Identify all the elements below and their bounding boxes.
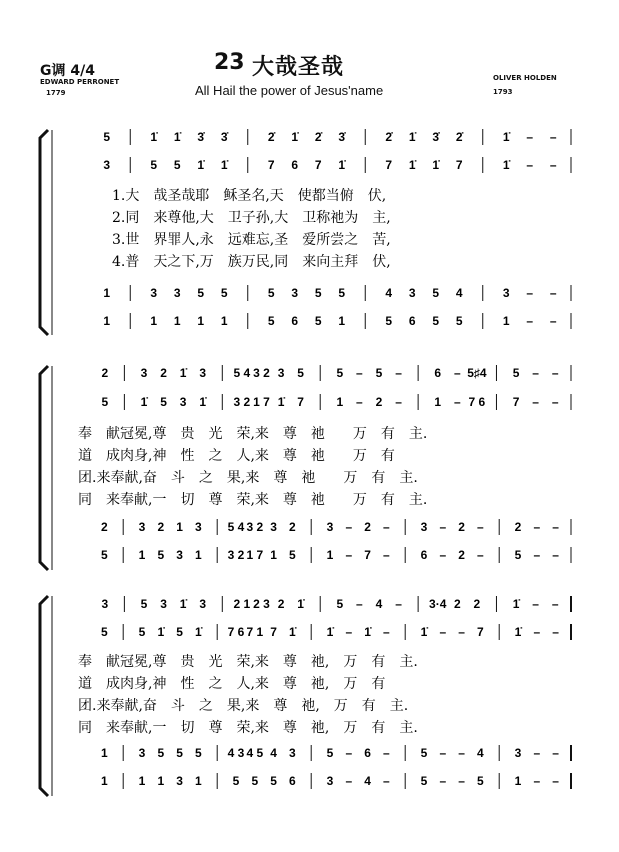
note: 1 bbox=[101, 746, 108, 760]
note: 1̇ bbox=[502, 158, 510, 172]
note: 5 bbox=[314, 286, 322, 300]
note: 7 6 bbox=[468, 395, 486, 409]
note: 2 bbox=[453, 597, 461, 611]
note: 5 bbox=[197, 286, 205, 300]
note: 1̇ bbox=[197, 158, 205, 172]
note: 7 6 bbox=[227, 625, 245, 639]
note: 3 bbox=[140, 366, 148, 380]
note: 3 bbox=[179, 395, 187, 409]
note: – bbox=[552, 746, 559, 760]
lyric-line: 团.来奉献,奋 斗 之 果,来 尊 祂, 万 有 主. bbox=[78, 698, 409, 714]
note: 1 bbox=[173, 314, 181, 328]
note: – bbox=[345, 548, 353, 562]
note: 1̇ bbox=[502, 130, 510, 144]
note: – bbox=[552, 548, 559, 562]
hymn-subtitle: All Hail the power of Jesus'name bbox=[195, 83, 384, 98]
note: – bbox=[526, 130, 534, 144]
lyricist-name: EDWARD PERRONET bbox=[40, 78, 120, 86]
note: 3 2 bbox=[253, 366, 270, 380]
note: 5 bbox=[289, 548, 296, 562]
note: 1 bbox=[138, 548, 146, 562]
note: 2 bbox=[514, 520, 522, 534]
note: 2 bbox=[458, 520, 465, 534]
note: 1 bbox=[103, 314, 111, 328]
note: 1̇ bbox=[291, 130, 299, 144]
note: 1 bbox=[434, 395, 442, 409]
note: 3 bbox=[270, 520, 277, 534]
note: 3 bbox=[101, 597, 109, 611]
note: 5 bbox=[101, 625, 108, 639]
note: – bbox=[477, 548, 484, 562]
note: 5 bbox=[336, 597, 344, 611]
lyric-line: 道 成肉身,神 性 之 人,来 尊 祂 万 有 bbox=[78, 448, 395, 464]
note: 2̇ bbox=[385, 130, 393, 144]
note: 5 bbox=[512, 366, 520, 380]
note: – bbox=[345, 625, 353, 639]
note: 1̇ bbox=[277, 395, 285, 409]
note: 5 bbox=[314, 314, 322, 328]
note: – bbox=[532, 597, 539, 611]
note: – bbox=[533, 746, 541, 760]
note: – bbox=[395, 395, 402, 409]
note: 5 bbox=[432, 286, 440, 300]
note: – bbox=[549, 158, 557, 172]
note: 1̇ bbox=[157, 625, 165, 639]
note: 7 bbox=[267, 158, 275, 172]
note: 1̇ bbox=[179, 366, 187, 380]
note: 3 2 bbox=[227, 548, 245, 562]
note: 1̇ bbox=[220, 158, 228, 172]
note: 3 bbox=[277, 366, 285, 380]
note: 6 bbox=[291, 158, 299, 172]
note: 3 bbox=[176, 548, 183, 562]
note: 5 bbox=[103, 130, 111, 144]
note: 6 bbox=[364, 746, 371, 760]
note: – bbox=[356, 366, 363, 380]
note: 4 3 bbox=[227, 746, 245, 760]
note: 2 bbox=[101, 366, 109, 380]
note: – bbox=[552, 774, 559, 788]
note: 2̇ bbox=[267, 130, 275, 144]
note: 5 bbox=[173, 158, 181, 172]
note: – bbox=[458, 746, 465, 760]
note: 3 bbox=[150, 286, 158, 300]
note: 5 bbox=[326, 746, 334, 760]
note: 7 bbox=[314, 158, 322, 172]
note: – bbox=[453, 366, 461, 380]
note: 5 bbox=[338, 286, 346, 300]
note: 5 bbox=[195, 746, 202, 760]
note: 3̇ bbox=[338, 130, 346, 144]
note: 5 bbox=[336, 366, 344, 380]
note: 3·4 bbox=[429, 597, 447, 611]
note: 3 bbox=[195, 520, 202, 534]
note: – bbox=[552, 625, 559, 639]
note: – bbox=[395, 366, 402, 380]
note: 7 bbox=[512, 395, 520, 409]
note: 1 bbox=[150, 314, 158, 328]
note: 1 bbox=[195, 548, 202, 562]
note: 3 bbox=[326, 520, 334, 534]
note: 1 7 bbox=[253, 395, 270, 409]
note: 2 bbox=[289, 520, 296, 534]
note: – bbox=[458, 625, 465, 639]
note: 3̇ bbox=[197, 130, 205, 144]
note: 2 1 bbox=[233, 597, 251, 611]
note: – bbox=[477, 520, 484, 534]
lyricist-year: 1779 bbox=[46, 89, 66, 97]
note: 1 bbox=[326, 548, 334, 562]
note: – bbox=[383, 520, 390, 534]
note: 5 bbox=[232, 774, 240, 788]
lyric-line: 奉 献冠冕,尊 贵 光 荣,来 尊 祂 万 有 主. bbox=[78, 426, 428, 442]
note: 2̇ bbox=[314, 130, 322, 144]
note: – bbox=[383, 548, 390, 562]
note: – bbox=[383, 774, 390, 788]
note: 5 4 bbox=[227, 520, 245, 534]
note: 5 bbox=[220, 286, 228, 300]
note: 3 bbox=[173, 286, 181, 300]
note: 5 bbox=[420, 746, 428, 760]
note: – bbox=[532, 395, 539, 409]
lyric-line: 奉 献冠冕,尊 贵 光 荣,来 尊 祂, 万 有 主. bbox=[78, 654, 418, 670]
note: 4 5 bbox=[246, 746, 264, 760]
lyric-line: 同 来奉献,一 切 尊 荣,来 尊 祂, 万 有 主. bbox=[78, 720, 418, 736]
note: – bbox=[551, 597, 559, 611]
note: 3 2 bbox=[233, 395, 251, 409]
note: 4 bbox=[375, 597, 383, 611]
note: – bbox=[549, 314, 557, 328]
note: 6 bbox=[434, 366, 442, 380]
note: 1̇ bbox=[199, 395, 207, 409]
note: 3̇ bbox=[220, 130, 228, 144]
note: 1̇ bbox=[364, 625, 371, 639]
note: 1̇ bbox=[432, 158, 440, 172]
system-brace bbox=[40, 366, 48, 570]
note: 2 bbox=[277, 597, 285, 611]
note: 6 bbox=[408, 314, 416, 328]
note: 5 bbox=[140, 597, 148, 611]
note: – bbox=[439, 625, 447, 639]
note: 1̇ bbox=[173, 130, 181, 144]
note: 7 bbox=[270, 625, 277, 639]
note: 3 bbox=[502, 286, 510, 300]
note: 5 bbox=[270, 774, 277, 788]
note: 1 bbox=[157, 774, 165, 788]
note: 3 bbox=[408, 286, 416, 300]
note: 2 bbox=[473, 597, 481, 611]
note: 1 bbox=[101, 774, 108, 788]
note: 2 3 bbox=[253, 597, 270, 611]
note: 1 bbox=[270, 548, 277, 562]
note: 3 bbox=[199, 366, 207, 380]
note: 7 1 bbox=[246, 625, 264, 639]
note: 5♯4 bbox=[467, 366, 487, 380]
note: 7 bbox=[455, 158, 463, 172]
note: 2 bbox=[160, 366, 167, 380]
note: 2 bbox=[364, 520, 371, 534]
note: 1̇ bbox=[408, 130, 416, 144]
composer-name: OLIVER HOLDEN bbox=[493, 74, 557, 82]
note: 1 bbox=[197, 314, 205, 328]
note: – bbox=[526, 314, 534, 328]
note: 3 2 bbox=[246, 520, 264, 534]
note: 5 bbox=[176, 625, 183, 639]
note: 5 bbox=[267, 314, 275, 328]
note: 4 bbox=[455, 286, 463, 300]
note: 5 4 bbox=[233, 366, 251, 380]
note: 2 bbox=[375, 395, 383, 409]
note: – bbox=[532, 366, 539, 380]
note: – bbox=[439, 548, 447, 562]
note: – bbox=[533, 548, 541, 562]
note: 6 bbox=[291, 314, 299, 328]
note: 1 7 bbox=[246, 548, 264, 562]
note: – bbox=[439, 774, 447, 788]
note: – bbox=[345, 774, 353, 788]
note: 6 bbox=[289, 774, 296, 788]
note: 3 bbox=[420, 520, 428, 534]
lyric-line: 2.同 来尊他,大 卫子孙,大 卫称祂为 主, bbox=[112, 210, 391, 226]
note: 4 bbox=[364, 774, 371, 788]
note: 5 bbox=[375, 366, 383, 380]
note: 5 bbox=[150, 158, 158, 172]
note: 7 bbox=[364, 548, 371, 562]
lyric-line: 1.大 哉圣哉耶 稣圣名,天 使都当俯 伏, bbox=[112, 188, 387, 204]
note: – bbox=[345, 520, 353, 534]
note: 5 bbox=[385, 314, 393, 328]
note: 1 bbox=[176, 520, 183, 534]
note: 7 bbox=[297, 395, 304, 409]
note: – bbox=[552, 520, 559, 534]
note: 1 bbox=[220, 314, 228, 328]
note: 5 bbox=[267, 286, 275, 300]
note: 1̇ bbox=[289, 625, 296, 639]
note: 1̇ bbox=[512, 597, 520, 611]
note: 7 bbox=[477, 625, 484, 639]
note: 5 bbox=[101, 395, 109, 409]
note: – bbox=[439, 746, 447, 760]
hymn-number: 23 bbox=[214, 50, 245, 75]
note: 3 bbox=[176, 774, 183, 788]
note: 1̇ bbox=[297, 597, 304, 611]
note: 4 bbox=[385, 286, 393, 300]
note: 5 bbox=[157, 746, 165, 760]
system-brace bbox=[40, 596, 48, 796]
lyric-line: 同 来奉献,一 切 尊 荣,来 尊 祂 万 有 主. bbox=[78, 492, 428, 508]
note: 3 bbox=[289, 746, 296, 760]
note: 3 bbox=[160, 597, 167, 611]
note: 1̇ bbox=[326, 625, 334, 639]
hymn-title: 大哉圣哉 bbox=[252, 55, 345, 80]
note: 1 bbox=[103, 286, 111, 300]
note: 1̇ bbox=[514, 625, 522, 639]
note: 5 bbox=[160, 395, 167, 409]
note: 4 bbox=[477, 746, 484, 760]
note: 1̇ bbox=[140, 395, 148, 409]
lyric-line: 团.来奉献,奋 斗 之 果,来 尊 祂 万 有 主. bbox=[78, 470, 418, 486]
note: – bbox=[453, 395, 461, 409]
note: 5 bbox=[420, 774, 428, 788]
note: 1̇ bbox=[195, 625, 202, 639]
note: 5 bbox=[514, 548, 522, 562]
note: – bbox=[458, 774, 465, 788]
note: 1̇ bbox=[150, 130, 158, 144]
note: – bbox=[383, 746, 390, 760]
note: 1̇ bbox=[338, 158, 346, 172]
system-brace bbox=[40, 130, 48, 335]
note: 1̇ bbox=[179, 597, 187, 611]
note: – bbox=[551, 366, 559, 380]
note: – bbox=[383, 625, 390, 639]
note: 1 bbox=[336, 395, 344, 409]
note: 5 bbox=[251, 774, 259, 788]
note: 2̇ bbox=[455, 130, 463, 144]
note: 3 bbox=[291, 286, 299, 300]
note: – bbox=[356, 597, 363, 611]
lyric-line: 4.普 天之下,万 族万民,同 来向主拜 伏, bbox=[112, 254, 391, 270]
note: 7 bbox=[385, 158, 393, 172]
note: 3 bbox=[138, 520, 146, 534]
note: – bbox=[533, 774, 541, 788]
note: 3 bbox=[103, 158, 111, 172]
composer-year: 1793 bbox=[493, 88, 513, 96]
note: 3̇ bbox=[432, 130, 440, 144]
note: 1̇ bbox=[420, 625, 428, 639]
note: 6 bbox=[420, 548, 428, 562]
note: – bbox=[439, 520, 447, 534]
note: 2 bbox=[157, 520, 165, 534]
note: 3 bbox=[326, 774, 334, 788]
note: – bbox=[551, 395, 559, 409]
note: 3 bbox=[138, 746, 146, 760]
note: 5 bbox=[138, 625, 146, 639]
note: – bbox=[533, 520, 541, 534]
note: 5 bbox=[297, 366, 304, 380]
note: – bbox=[345, 746, 353, 760]
note: 1 bbox=[195, 774, 202, 788]
key-signature: G调 4/4 bbox=[40, 63, 95, 79]
note: 5 bbox=[176, 746, 183, 760]
note: 1 bbox=[502, 314, 510, 328]
note: 1̇ bbox=[408, 158, 416, 172]
note: 5 bbox=[101, 548, 108, 562]
note: – bbox=[395, 597, 402, 611]
note: – bbox=[533, 625, 541, 639]
note: 5 bbox=[157, 548, 165, 562]
note: 5 bbox=[477, 774, 484, 788]
lyric-line: 道 成肉身,神 性 之 人,来 尊 祂, 万 有 bbox=[78, 676, 386, 692]
note: 1 bbox=[514, 774, 522, 788]
note: 5 bbox=[455, 314, 463, 328]
note: 2 bbox=[101, 520, 108, 534]
note: – bbox=[549, 130, 557, 144]
note: 4 bbox=[270, 746, 277, 760]
note: 3 bbox=[199, 597, 207, 611]
lyric-line: 3.世 界罪人,永 远难忘,圣 爱所尝之 苦, bbox=[112, 232, 391, 248]
note: 5 bbox=[432, 314, 440, 328]
note: – bbox=[526, 286, 534, 300]
note: 1 bbox=[138, 774, 146, 788]
note: 3 bbox=[514, 746, 522, 760]
note: 2 bbox=[458, 548, 465, 562]
note: 1 bbox=[338, 314, 346, 328]
note: – bbox=[549, 286, 557, 300]
note: – bbox=[356, 395, 363, 409]
note: – bbox=[526, 158, 534, 172]
